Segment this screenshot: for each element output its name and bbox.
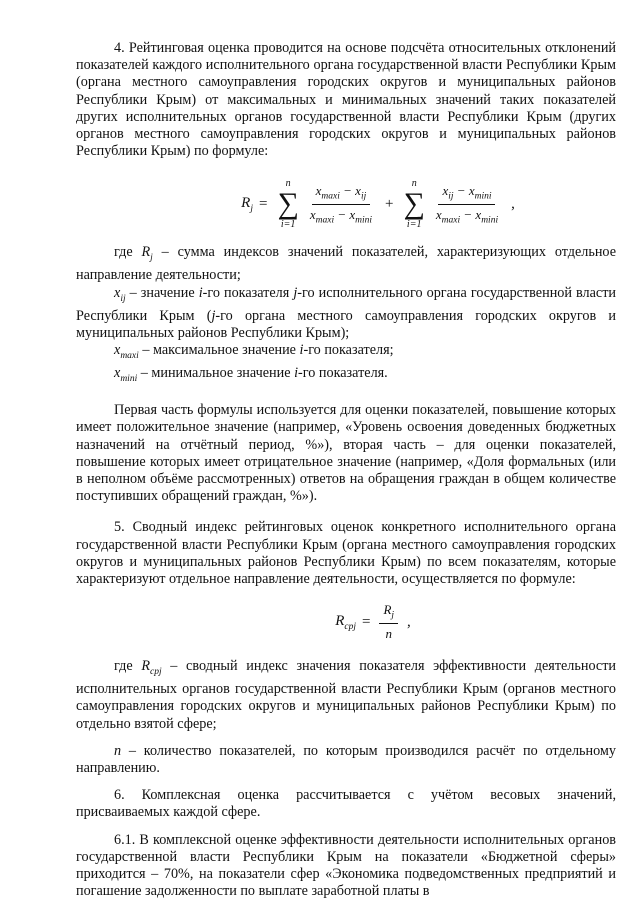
formula-lhs: $R_j$ (241, 194, 253, 214)
fraction-max: $\frac{x_{maxi} - x_{ij}}{x_{maxi} - x_{mini}}$ (309, 183, 373, 226)
paragraph-first-part: Первая часть формулы используется для оценки показателей, повышение которых имеет положительное значение (например, «Уровень освоения доведенных бюджетных назначений на отчётный период, %»), вторая часть – для оценки показателей, повышение которых имеет отрицательное значение (например, «Доля формальных (или в неполном объёме рассмотренных) ответов на обращения граждан в общем количестве поступивших обращений граждан, %»). (76, 402, 616, 505)
definition-rj: где $R_j$ – сумма индексов значений показателей, характеризующих отдельное направление деятельности; (76, 244, 616, 284)
paragraph-6-1: 6.1. В комплексной оценке эффективности деятельности исполнительных органов государственной власти Республики Крым на показатели «Бюджетной сферы» приходится – 70%, на показатели сфер «Экономика подведомственных предприятий и погашение задолженности по выплате заработной платы в (76, 831, 616, 900)
fraction-rj-n: $\frac{R_j}{n}$ (379, 602, 398, 642)
sum-symbol-2: n ∑ i=1 (403, 178, 425, 231)
formula-rcpj (136, 596, 616, 648)
document-page (76, 40, 616, 900)
sum-symbol-1: n ∑ i=1 (277, 178, 299, 231)
formula-plus: + (385, 195, 394, 212)
definition-n: n – количество показателей, по которым производился расчёт по отдельному направлению. (76, 742, 616, 777)
formula-trail: , (511, 195, 515, 212)
paragraph-4: 4. Рейтинговая оценка проводится на основе подсчёта относительных отклонений показателей каждого исполнительного органа государственной власти Республики Крым (органа местного самоуправления городских округов и муниципальных районов Республики Крым) от максимальных и минимальных значений таких показателей других исполнительных органов государственной власти Республики Крым (других органов местного самоуправления городских округов и муниципальных районов Республики Крым) по формуле: (76, 40, 616, 160)
definition-rcpj: где $R_{срj}$ – сводный индекс значения показателя эффективности деятельности исполнительных органов государственной власти Республики Крым (органов местного самоуправления городских округов и муниципальных районов Республики Крым) по отдельно взятой сфере; (76, 658, 616, 732)
paragraph-5: 5. Сводный индекс рейтинговых оценок конкретного исполнительного органа государственной власти Республики Крым (органа местного самоуправления городских округов и муниципальных районов Республики Крым) по всем показателям, которые характеризуют отдельное направление деятельности, осуществляется по формуле: (76, 519, 616, 587)
formula-rj (146, 164, 616, 244)
fraction-min: $\frac{x_{ij} - x_{mini}}{x_{maxi} - x_{mini}}$ (435, 183, 499, 226)
definition-xmax: $x_{maxi}$ – максимальное значение i-го показателя; (114, 342, 394, 361)
definition-xmin: $x_{mini}$ – минимальное значение i-го показателя. (114, 365, 388, 384)
formula-eq: = (258, 195, 268, 212)
formula2-lhs: $R_{срj}$ (335, 612, 356, 632)
paragraph-6: 6. Комплексная оценка рассчитывается с учётом весовых значений, присваиваемых каждой сфере. (76, 787, 616, 821)
formula2-trail: , (407, 613, 411, 630)
formula2-eq: = (361, 613, 371, 630)
definition-xij: $x_{ij}$ – значение i-го показателя j-го исполнительного органа государственной власти Республики Крым (j-го органа местного самоуправления городских округов и муниципальных районов Республики Крым); (76, 284, 617, 341)
